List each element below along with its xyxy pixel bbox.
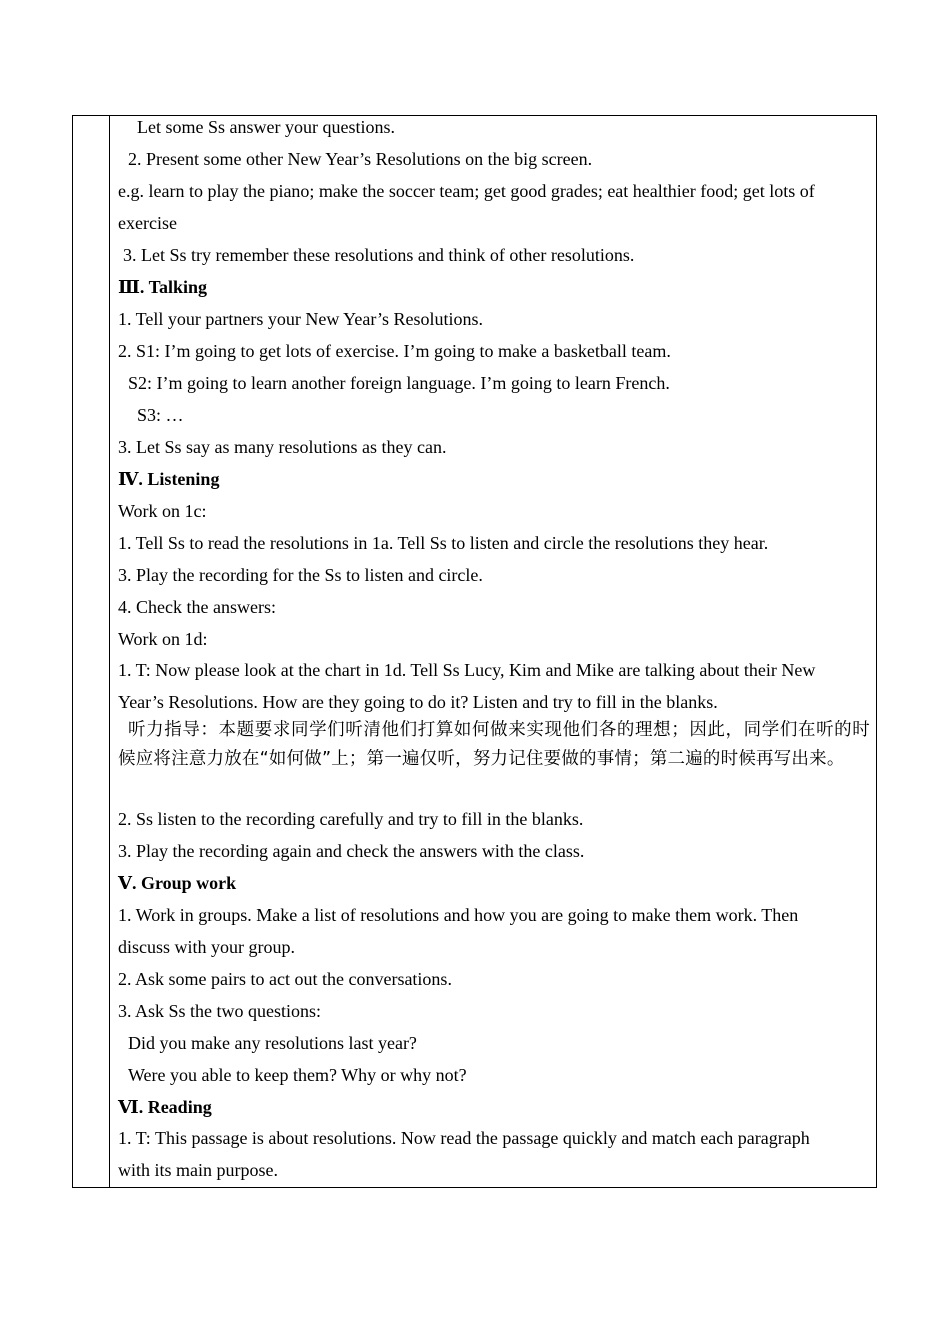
- text-line: Work on 1c:: [118, 501, 207, 521]
- text-line: exercise: [118, 213, 177, 233]
- section-heading-talking: Ⅲ. Talking: [118, 277, 207, 297]
- text-line: discuss with your group.: [118, 937, 295, 957]
- section-heading-reading: Ⅵ. Reading: [118, 1097, 212, 1117]
- text-line: 2. S1: I’m going to get lots of exercise. I’m going to make a basketball team.: [118, 341, 671, 361]
- text-line: 1. Work in groups. Make a list of resolutions and how you are going to make them work. Then: [118, 905, 799, 925]
- text-line: Let some Ss answer your questions.: [137, 117, 395, 137]
- text-line: 1. Tell your partners your New Year’s Resolutions.: [118, 309, 484, 329]
- text-line: 1. Tell Ss to read the resolutions in 1a. Tell Ss to listen and circle the resolutions they hear.: [118, 533, 769, 553]
- text-line: S3: …: [137, 405, 184, 425]
- lesson-table: [72, 115, 877, 1188]
- section-heading-group-work: Ⅴ. Group work: [118, 873, 237, 893]
- text-line: 2. Ask some pairs to act out the conversations.: [118, 969, 452, 989]
- text-line: 3. Let Ss try remember these resolutions and think of other resolutions.: [123, 245, 635, 265]
- text-line: Were you able to keep them? Why or why not?: [128, 1065, 467, 1085]
- text-line: 1. T: Now please look at the chart in 1d. Tell Ss Lucy, Kim and Mike are talking about their New: [118, 660, 816, 680]
- text-line: Year’s Resolutions. How are they going to do it? Listen and try to fill in the blanks.: [118, 692, 718, 712]
- text-line: 1. T: This passage is about resolutions. Now read the passage quickly and match each paragraph: [118, 1128, 810, 1148]
- text-line: Did you make any resolutions last year?: [128, 1033, 417, 1053]
- text-line: Work on 1d:: [118, 629, 208, 649]
- text-line: e.g. learn to play the piano; make the soccer team; get good grades; eat healthier food; get lots of: [118, 181, 815, 201]
- text-line: 3. Play the recording for the Ss to listen and circle.: [118, 565, 483, 585]
- chinese-listening-guide: 听力指导：本题要求同学们听清他们打算如何做来实现他们各的理想；因此，同学们在听的时候应将注意力放在“如何做”上；第一遍仅听，努力记住要做的事情；第二遍的时候再写出来。: [118, 720, 870, 769]
- text-line: 3. Ask Ss the two questions:: [118, 1001, 322, 1021]
- text-line: 2. Present some other New Year’s Resolutions on the big screen.: [128, 149, 593, 169]
- text-line: 4. Check the answers:: [118, 597, 276, 617]
- section-heading-listening: Ⅳ. Listening: [118, 469, 220, 489]
- left-column: [73, 116, 110, 1187]
- text-line: S2: I’m going to learn another foreign language. I’m going to learn French.: [128, 373, 670, 393]
- text-line: 3. Play the recording again and check the answers with the class.: [118, 841, 585, 861]
- text-line: 2. Ss listen to the recording carefully and try to fill in the blanks.: [118, 809, 584, 829]
- text-line: 3. Let Ss say as many resolutions as they can.: [118, 437, 447, 457]
- text-line: with its main purpose.: [118, 1160, 278, 1180]
